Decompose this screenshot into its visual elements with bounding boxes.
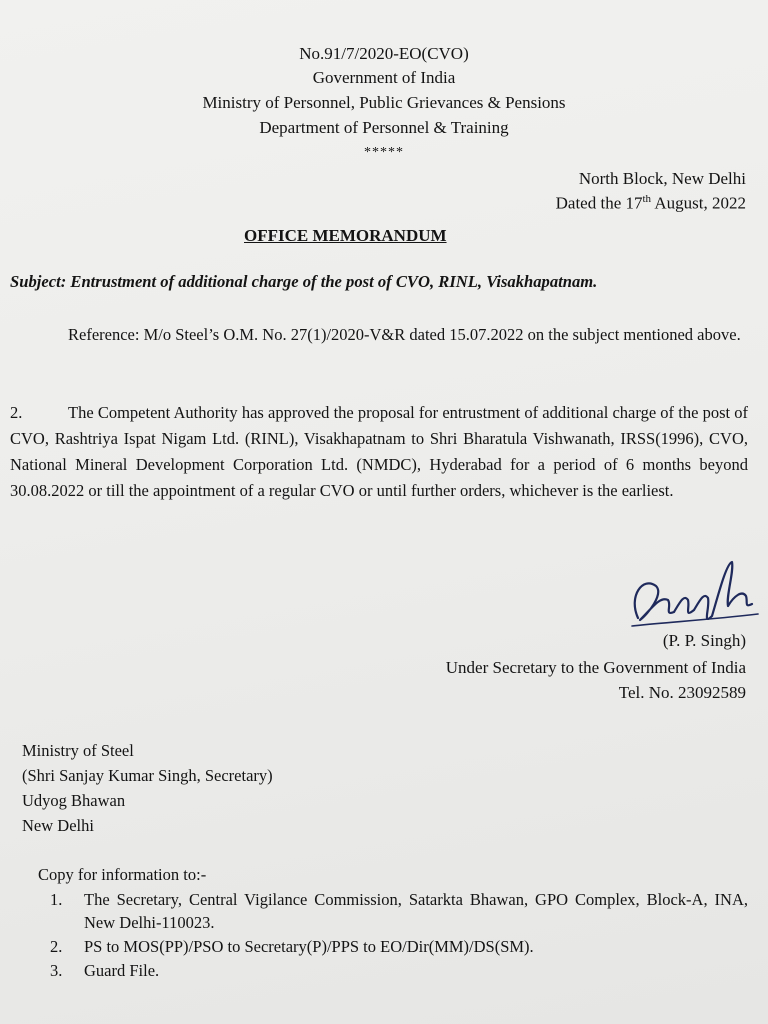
place: North Block, New Delhi [578,169,746,188]
paragraph-2 [10,400,748,504]
file-number: No.91/7/2020-EO(CVO) [299,44,469,63]
copy-heading: Copy for information to:- [38,865,207,884]
subject-line: Subject: Entrustment of additional charge of the post of CVO, RINL, Visakhapatnam. [10,272,598,291]
addressee-line-4: New Delhi [22,816,94,835]
addressee-line-3: Udyog Bhawan [22,791,126,810]
paragraph-2-text: The Competent Authority has approved the proposal for entrustment of additional charge of the post of CVO, Rashtriya Ispat Nigam Ltd. (RINL), Visakhapatnam to Shri Bharatula Vishwanath, IRSS(1996), CVO, National Mineral Development Corporation Ltd. (NMDC), Hyderabad for a period of 6 months beyond 30.08.2022 or till the appointment of a regular CVO or until further orders, whichever is the earliest. [10,403,748,500]
ministry-line: Ministry of Personnel, Public Grievances & Pensions [202,93,566,112]
date-line [556,193,746,214]
paragraph-2-number: 2. [10,403,23,422]
date-suffix: August, 2022 [651,193,746,213]
date-ordinal: th [642,193,652,205]
reference-paragraph: Reference: M/o Steel’s O.M. No. 27(1)/2020-V&R dated 15.07.2022 on the subject mentioned above. [68,325,741,344]
memorandum-title: OFFICE MEMORANDUM [244,226,447,245]
copy-item-text: PS to MOS(PP)/PSO to Secretary(P)/PPS to EO/Dir(MM)/DS(SM). [84,937,534,956]
copy-item-text: The Secretary, Central Vigilance Commission, Satarkta Bhawan, GPO Complex, Block-A, INA, New Delhi-110023. [84,890,748,932]
separator-stars: ***** [364,145,404,160]
signatory-name: (P. P. Singh) [662,631,746,650]
handwritten-signature-icon [618,556,768,636]
department-line: Department of Personnel & Training [259,118,509,137]
signatory-designation: Under Secretary to the Government of India [445,658,746,677]
government-line: Government of India [312,68,456,87]
copy-item-number: 1. [50,890,63,909]
copy-item-text: Guard File. [84,961,160,980]
signatory-telephone: Tel. No. 23092589 [618,683,746,702]
copy-item-number: 3. [50,961,63,980]
copy-item-3 [0,959,768,983]
addressee-line-2: (Shri Sanjay Kumar Singh, Secretary) [22,766,273,785]
copy-item-2 [0,935,768,959]
date-prefix: Dated the 17 [555,193,643,213]
copy-item-1 [0,888,768,934]
copy-item-number: 2. [50,937,63,956]
addressee-line-1: Ministry of Steel [22,741,134,760]
